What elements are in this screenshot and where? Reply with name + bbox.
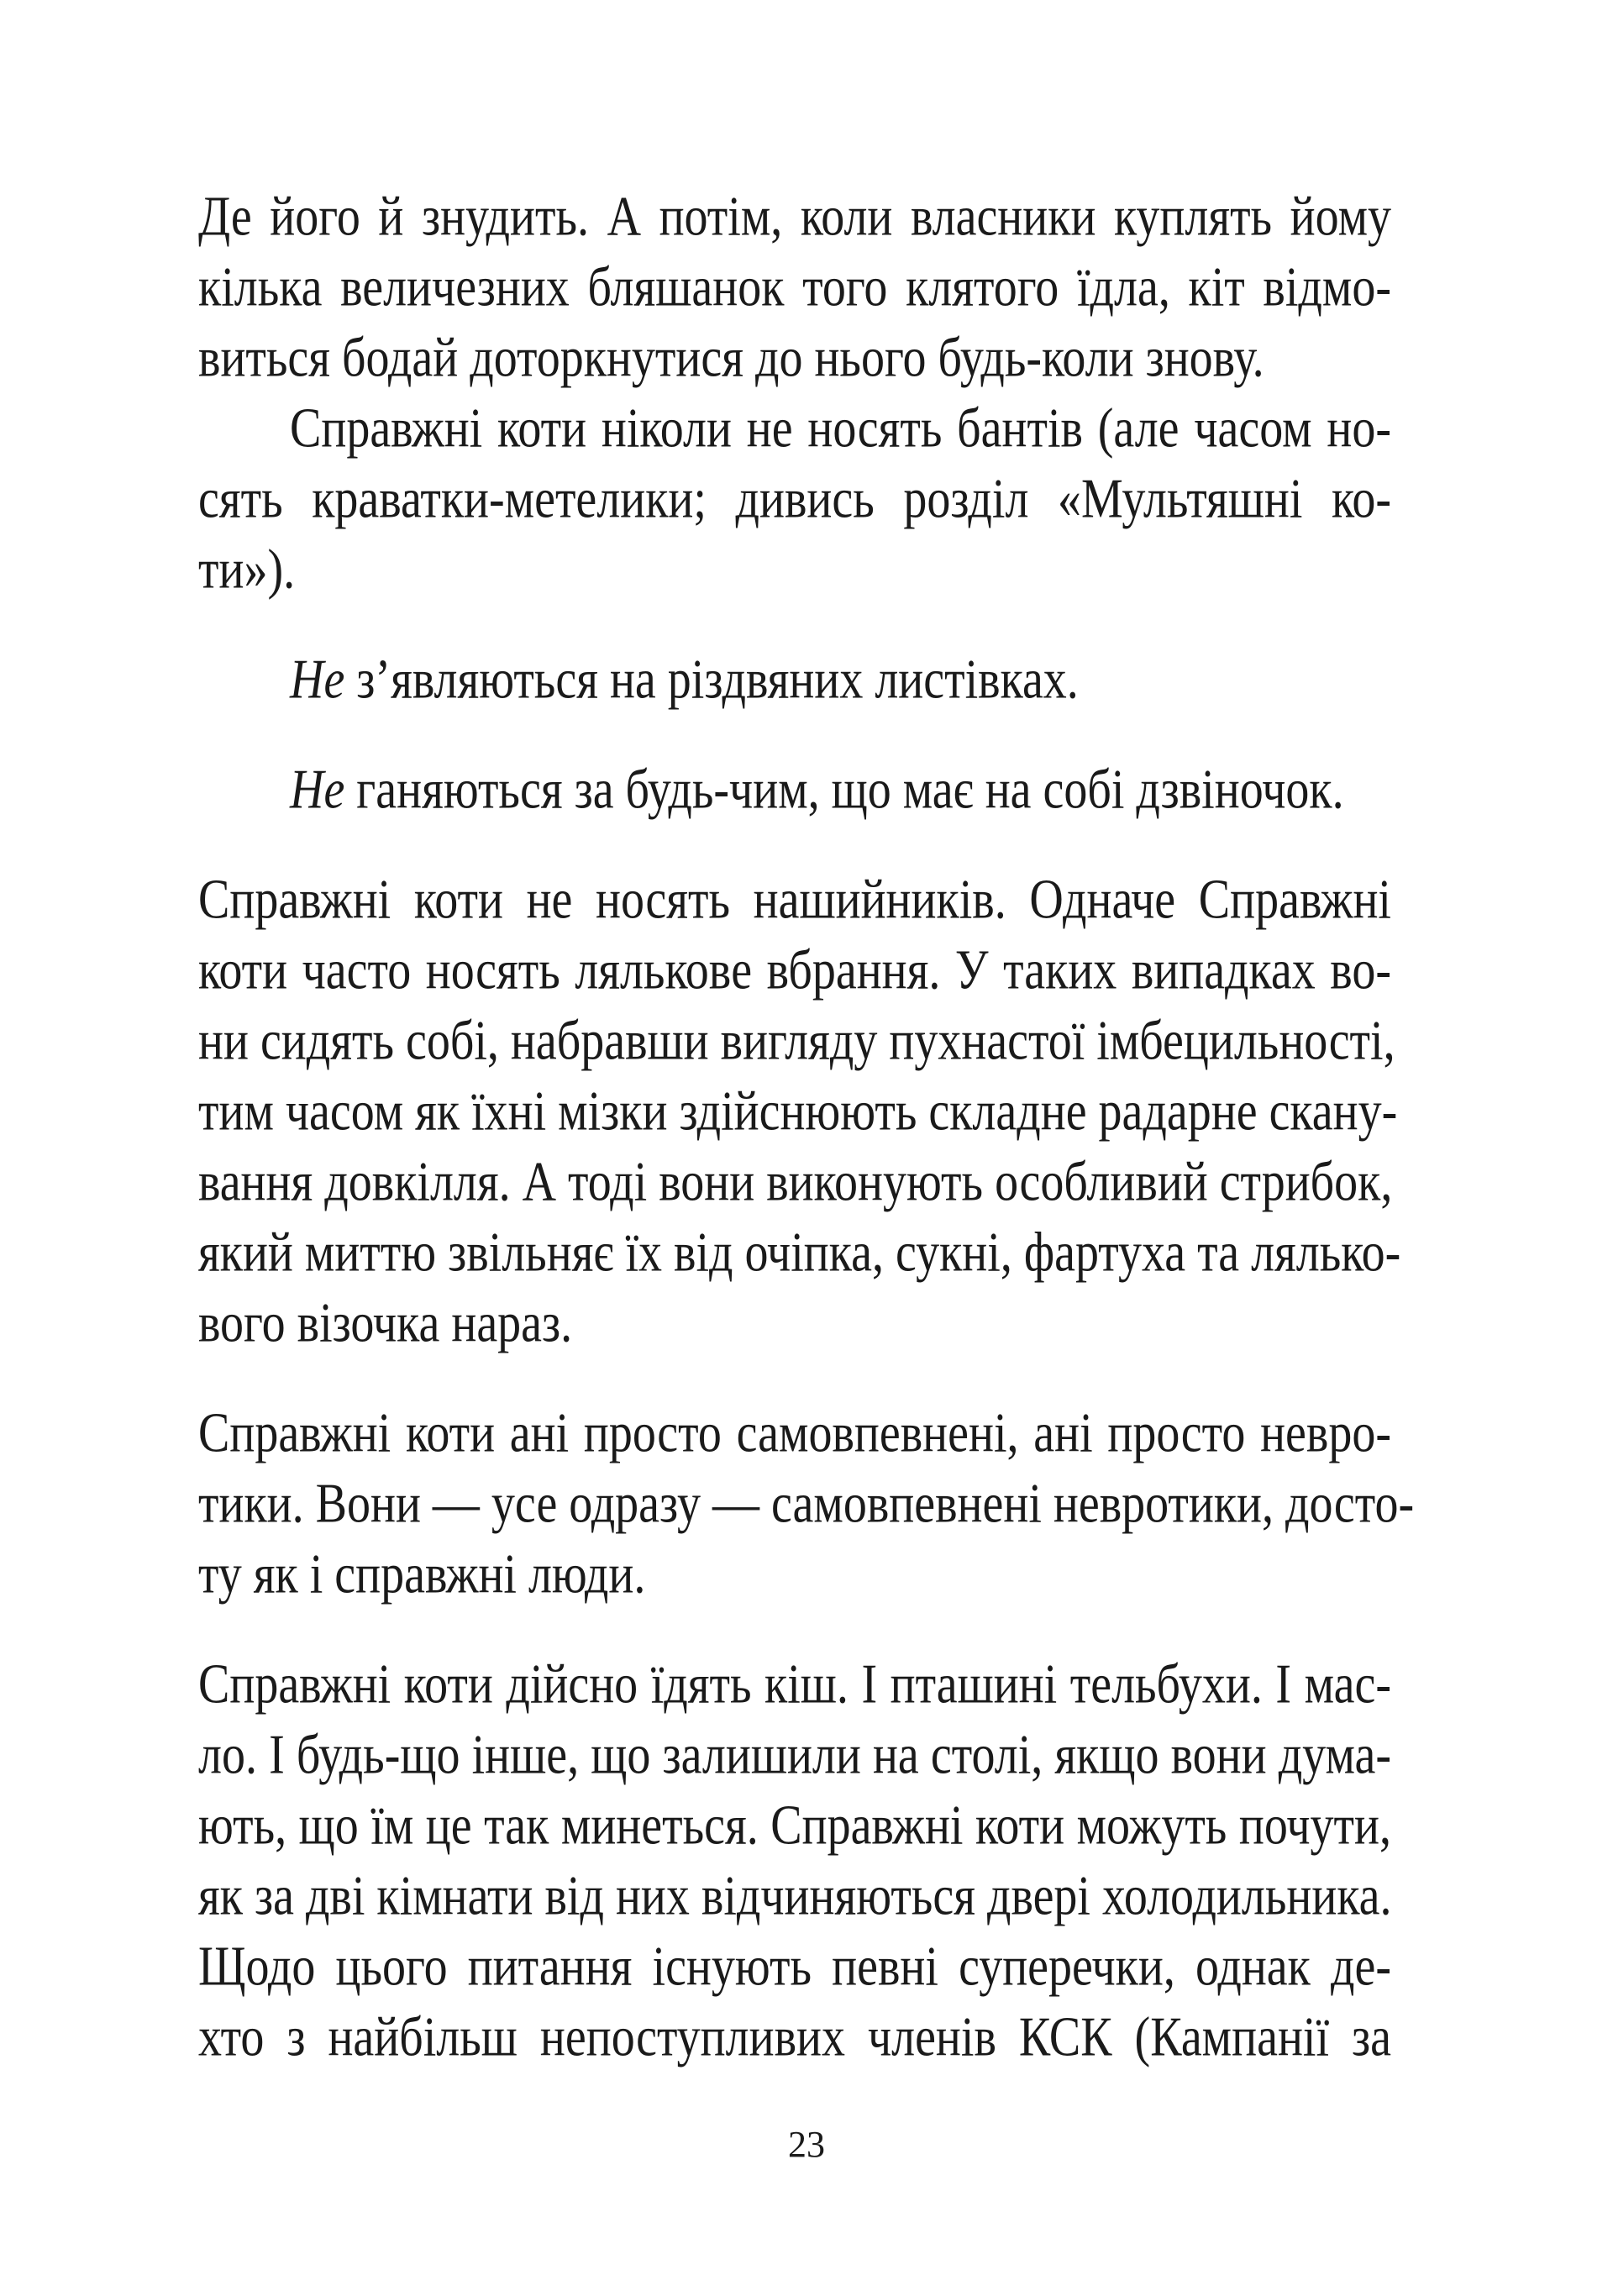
- text-line: вання довкілля. А тоді вони виконують особливий стрибок,: [198, 1150, 1393, 1214]
- text-line: Справжні коти ані просто самовпевнені, ані просто невро-: [198, 1401, 1391, 1465]
- text-line: Справжні коти не носять нашийників. Одначе Справжні: [198, 868, 1391, 932]
- text-line: виться бодай доторкнутися до нього будь-коли знову.: [198, 326, 1264, 390]
- text-line: Справжні коти дійсно їдять кіш. І пташині тельбухи. І мас-: [198, 1652, 1391, 1716]
- statement-text: ганяються за будь-чим, що має на собі дзвіночок.: [344, 758, 1344, 822]
- text-line: як за дві кімнати від них відчиняються двері холодильника.: [198, 1864, 1392, 1928]
- text-line: ло. І будь-що інше, що залишили на столі, якщо вони дума-: [198, 1723, 1391, 1787]
- text-line: сять краватки-метелики; дивись розділ «Мультяшні ко-: [198, 467, 1391, 531]
- text-line: Щодо цього питання існують певні суперечки, однак де-: [198, 1935, 1391, 1999]
- text-line: ни сидять собі, набравши вигляду пухнастої імбецильності,: [198, 1009, 1395, 1073]
- text-line: Справжні коти ніколи не носять бантів (але часом но-: [290, 397, 1391, 460]
- text-line: хто з найбільш непоступливих членів КСК (Кампанії за: [198, 2005, 1391, 2069]
- page-number: 23: [788, 2124, 825, 2165]
- text-line: який миттю звільняє їх від очіпка, сукні, фартуха та лялько-: [198, 1221, 1401, 1285]
- text-line: ють, що їм це так минеться. Справжні коти можуть почути,: [198, 1794, 1391, 1857]
- text-line: тики. Вони — усе одразу — самовпевнені невротики, досто-: [198, 1472, 1415, 1536]
- text-line: коти часто носять ляльковe вбрання. У таких випадках во-: [198, 938, 1391, 1002]
- italic-lead: Не: [290, 758, 345, 822]
- text-line: тим часом як їхні мізки здійснюють складне радарне скану-: [198, 1080, 1398, 1143]
- text-line: вого візочка нараз.: [198, 1291, 573, 1355]
- italic-statement: [290, 638, 1391, 722]
- italic-lead: Не: [290, 648, 345, 712]
- italic-statement: [290, 748, 1391, 833]
- text-line: ти»).: [198, 538, 296, 602]
- text-line: Де його й знудить. А потім, коли власники куплять йому: [198, 185, 1391, 249]
- text-line: ту як і справжні люди.: [198, 1542, 646, 1606]
- statement-text: з’являються на різдвяних листівках.: [344, 648, 1079, 712]
- text-line: кілька величезних бляшанок того клятого їдла, кіт відмо-: [198, 255, 1391, 319]
